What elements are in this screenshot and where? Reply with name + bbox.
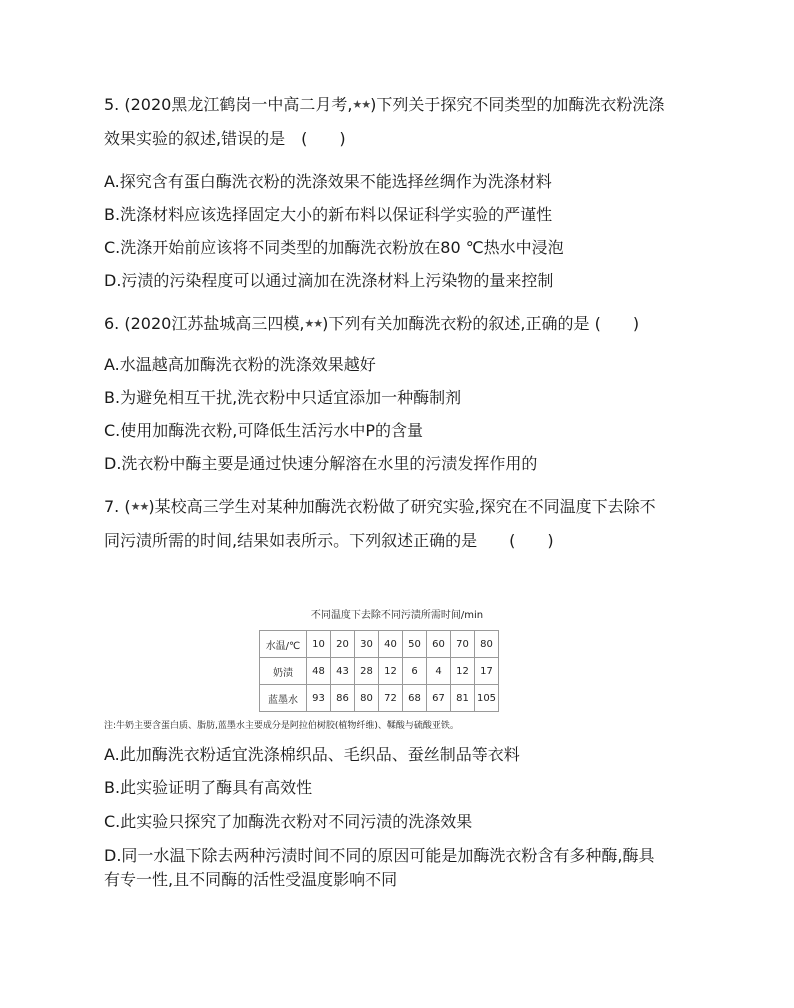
difficulty-stars-icon: ★★ bbox=[352, 98, 371, 111]
table-cell: 60 bbox=[427, 631, 451, 658]
q5-stem-line1 bbox=[104, 94, 664, 116]
q7-stem-line2: 同污渍所需的时间,结果如表所示。下列叙述正确的是 ( ) bbox=[104, 531, 554, 550]
table-cell: 4 bbox=[427, 658, 451, 685]
q7-option-b: B.此实验证明了酶具有高效性 bbox=[104, 778, 313, 797]
table-cell: 17 bbox=[475, 658, 499, 685]
table-cell: 6 bbox=[403, 658, 427, 685]
table-caption: 不同温度下去除不同污渍所需时间/min bbox=[310, 610, 484, 621]
q7-option-c: C.此实验只探究了加酶洗衣粉对不同污渍的洗涤效果 bbox=[104, 812, 473, 831]
q6-stem-text: )下列有关加酶洗衣粉的叙述,正确的是 ( ) bbox=[322, 314, 640, 333]
table-cell: 50 bbox=[403, 631, 427, 658]
row-header: 水温/℃ bbox=[260, 631, 307, 658]
table-cell: 105 bbox=[475, 685, 499, 712]
row-header: 奶渍 bbox=[260, 658, 307, 685]
q5-stem-text: )下列关于探究不同类型的加酶洗衣粉洗涤 bbox=[370, 95, 665, 114]
table-cell: 86 bbox=[331, 685, 355, 712]
q6-source: (2020江苏盐城高三四模, bbox=[124, 314, 305, 333]
table-cell: 72 bbox=[379, 685, 403, 712]
q6-number: 6. bbox=[104, 314, 120, 333]
q5-option-a: A.探究含有蛋白酶洗衣粉的洗涤效果不能选择丝绸作为洗涤材料 bbox=[104, 172, 552, 191]
table-row bbox=[260, 685, 499, 712]
q7-option-d-line2: 有专一性,且不同酶的活性受温度影响不同 bbox=[104, 870, 398, 889]
table-row bbox=[260, 631, 499, 658]
data-table bbox=[259, 630, 499, 712]
table-row bbox=[260, 658, 499, 685]
q5-option-c: C.洗涤开始前应该将不同类型的加酶洗衣粉放在80 ℃热水中浸泡 bbox=[104, 238, 564, 257]
q7-option-a: A.此加酶洗衣粉适宜洗涤棉织品、毛织品、蚕丝制品等衣料 bbox=[104, 745, 520, 764]
q5-number: 5. bbox=[104, 95, 120, 114]
table-cell: 80 bbox=[475, 631, 499, 658]
table-cell: 40 bbox=[379, 631, 403, 658]
table-cell: 10 bbox=[307, 631, 331, 658]
table-cell: 43 bbox=[331, 658, 355, 685]
table-cell: 81 bbox=[451, 685, 475, 712]
q7-stem-line1 bbox=[104, 496, 656, 518]
q6-option-a: A.水温越高加酶洗衣粉的洗涤效果越好 bbox=[104, 355, 376, 374]
q5-option-d: D.污渍的污染程度可以通过滴加在洗涤材料上污染物的量来控制 bbox=[104, 271, 554, 290]
q7-option-d-line1: D.同一水温下除去两种污渍时间不同的原因可能是加酶洗衣粉含有多种酶,酶具 bbox=[104, 846, 655, 865]
q7-number: 7. bbox=[104, 497, 120, 516]
difficulty-stars-icon: ★★ bbox=[130, 500, 149, 513]
q6-option-b: B.为避免相互干扰,洗衣粉中只适宜添加一种酶制剂 bbox=[104, 388, 462, 407]
q6-stem-line1 bbox=[104, 313, 639, 335]
q7-stem-text: )某校高三学生对某种加酶洗衣粉做了研究实验,探究在不同温度下去除不 bbox=[148, 497, 656, 516]
q5-source: (2020黑龙江鹤岗一中高二月考, bbox=[124, 95, 353, 114]
table-cell: 93 bbox=[307, 685, 331, 712]
table-cell: 67 bbox=[427, 685, 451, 712]
table-cell: 12 bbox=[379, 658, 403, 685]
q5-stem-line2: 效果实验的叙述,错误的是 ( ) bbox=[104, 129, 346, 148]
q6-option-c: C.使用加酶洗衣粉,可降低生活污水中P的含量 bbox=[104, 421, 423, 440]
q7-open-paren: ( bbox=[124, 497, 131, 516]
table-cell: 20 bbox=[331, 631, 355, 658]
table-note: 注:牛奶主要含蛋白质、脂肪,蓝墨水主要成分是阿拉伯树胶(植物纤维)、鞣酸与硫酸亚铁。 bbox=[104, 721, 459, 731]
q5-option-b: B.洗涤材料应该选择固定大小的新布料以保证科学实验的严谨性 bbox=[104, 205, 553, 224]
q6-option-d: D.洗衣粉中酶主要是通过快速分解溶在水里的污渍发挥作用的 bbox=[104, 454, 538, 473]
table-cell: 30 bbox=[355, 631, 379, 658]
table-cell: 12 bbox=[451, 658, 475, 685]
row-header: 蓝墨水 bbox=[260, 685, 307, 712]
table-cell: 80 bbox=[355, 685, 379, 712]
table-cell: 48 bbox=[307, 658, 331, 685]
difficulty-stars-icon: ★★ bbox=[304, 317, 323, 330]
table-cell: 28 bbox=[355, 658, 379, 685]
table-cell: 70 bbox=[451, 631, 475, 658]
table-cell: 68 bbox=[403, 685, 427, 712]
